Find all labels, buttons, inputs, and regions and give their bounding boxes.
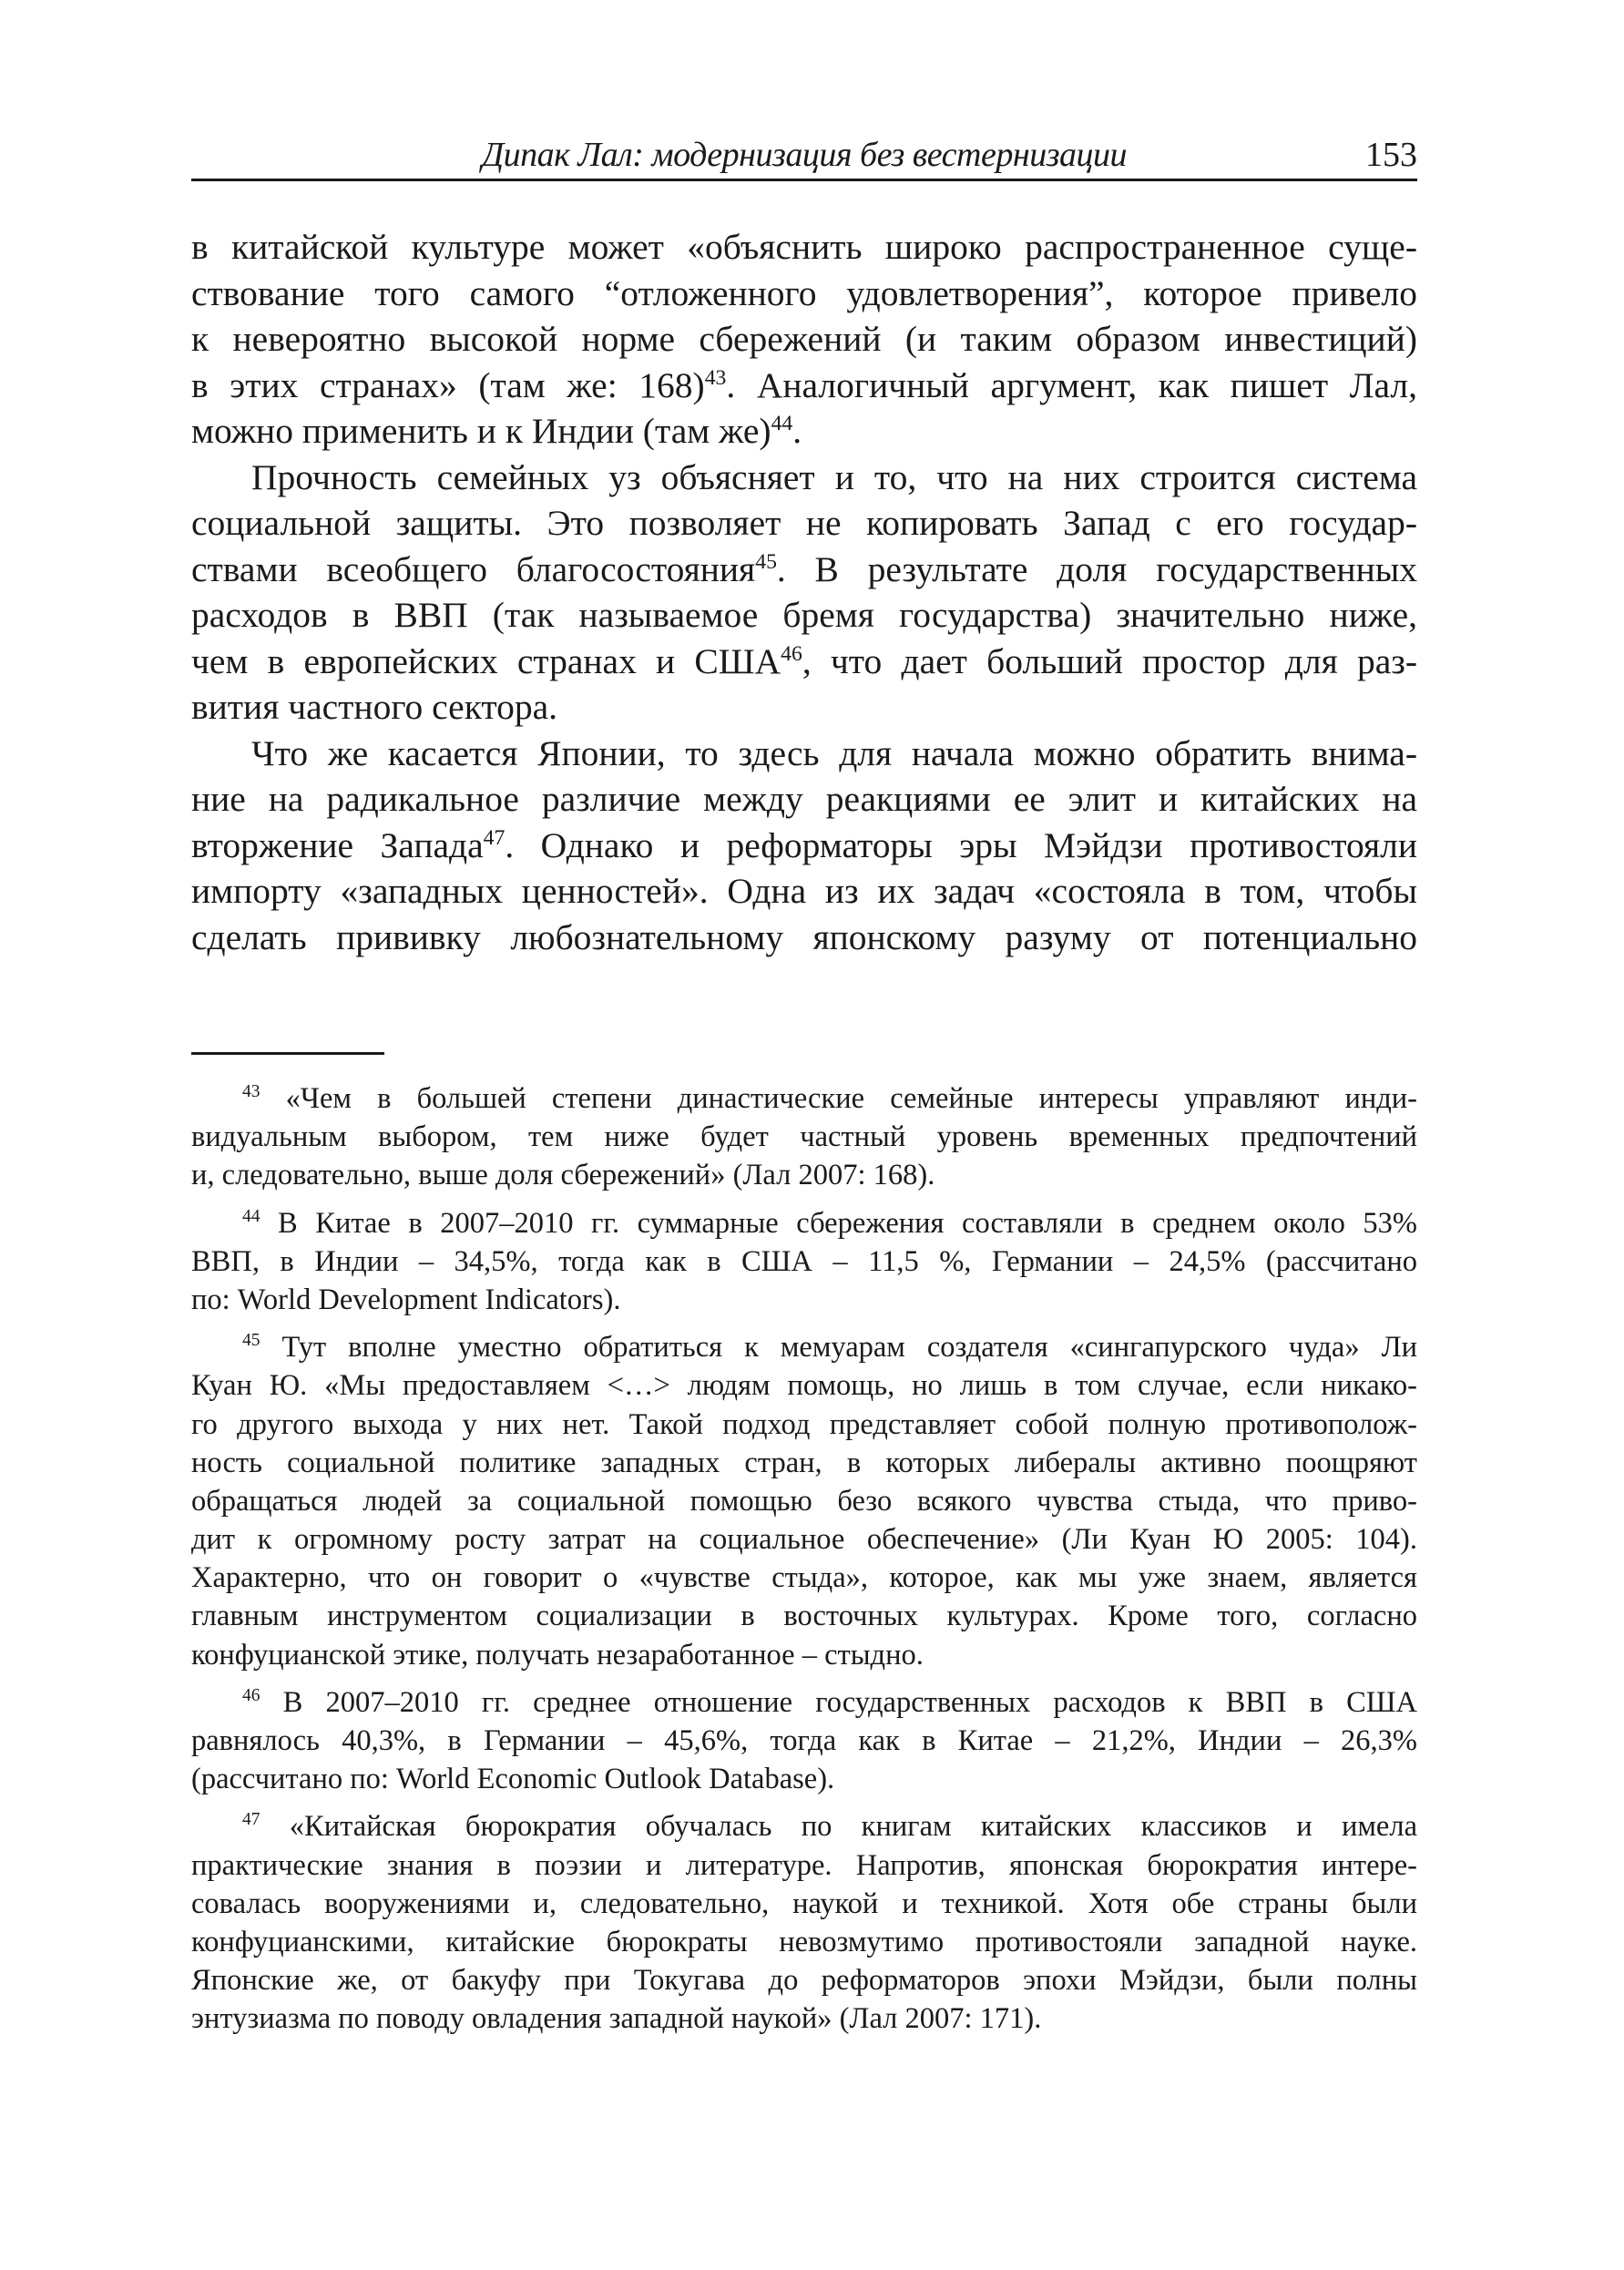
footnote-46 (191, 1683, 1417, 1799)
running-header (191, 135, 1417, 181)
footnote-line: ность социальной политике западных стран, в которых либералы активно поощряют (191, 1446, 1417, 1479)
footnote-ref[interactable]: 45 (755, 549, 777, 574)
footnote-44 (191, 1204, 1417, 1320)
text-line: ние на радикальное различие между реакциями ее элит и китайских на (191, 779, 1417, 819)
text-line: ствами всеобщего благосостояния$^{45}$. В результате доля государственных (191, 548, 1417, 589)
footnote-line: энтузиазма по поводу овладения западной наукой» (Лал 2007: 171). (191, 2002, 1042, 2036)
text-line: вития частного сектора. (191, 687, 558, 727)
footnote-line: по: World Development Indicators). (191, 1283, 621, 1316)
footnote-line: конфуцианскими, китайские бюрократы невозмутимо противостояли западной науке. (191, 1925, 1417, 1958)
footnote-number: 46 (242, 1685, 260, 1705)
footnote-divider (191, 1052, 384, 1055)
footnotes (191, 1079, 1417, 2039)
footnote-line: $^{44}$ В Китае в 2007–2010 гг. суммарные сбережения составляли в среднем около 53% (242, 1206, 1417, 1240)
footnote-line: Куан Ю. «Мы предоставляем <…> людям помощь, но лишь в том случае, если никако- (191, 1369, 1417, 1403)
running-title: Дипак Лал: модернизация без вестернизации (481, 136, 1128, 174)
footnote-line: совалась вооружениями и, следовательно, наукой и техникой. Хотя обе страны были (191, 1887, 1417, 1920)
footnote-number: 44 (242, 1206, 260, 1226)
text-line: Что же касается Японии, то здесь для начала можно обратить внима- (251, 732, 1417, 773)
footnote-ref[interactable]: 47 (483, 825, 506, 850)
footnote-line: конфуцианской этике, получать незаработанное – стыдно. (191, 1638, 924, 1672)
footnote-line: ВВП, в Индии – 34,5%, тогда как в США – 11,5 %, Германии – 24,5% (рассчитано (191, 1244, 1417, 1278)
text-line: к невероятно высокой норме сбережений (и таким образом инвестиций) (191, 319, 1417, 359)
text-line: социальной защиты. Это позволяет не копировать Запад с его государ- (191, 503, 1417, 543)
footnote-number: 45 (242, 1331, 260, 1351)
text-line: чем в европейских странах и США$^{46}$, что дает больший простор для раз- (191, 640, 1418, 681)
footnote-line: видуальным выбором, тем ниже будет частный уровень временных предпочтений (191, 1120, 1417, 1154)
text-line: вторжение Запада$^{47}$. Однако и реформаторы эры Мэйдзи противостояли (191, 824, 1417, 865)
footnote-line: $^{46}$ В 2007–2010 гг. среднее отношение государственных расходов к ВВП в США (242, 1685, 1418, 1719)
footnote-line: $^{45}$ Тут вполне уместно обратиться к мемуарам создателя «сингапурского чуда» Ли (242, 1331, 1417, 1365)
text-line: ствование того самого “отложенного удовлетворения”, которое привело (191, 272, 1417, 313)
paragraph (191, 731, 1417, 961)
footnote-ref[interactable]: 43 (704, 365, 727, 390)
paragraph (191, 455, 1417, 731)
footnote-43 (191, 1079, 1417, 1195)
text-line: Прочность семейных уз объясняет и то, что на них строится система (251, 456, 1417, 497)
footnote-line: $^{43}$ «Чем в большей степени династические семейные интересы управляют инди- (242, 1082, 1418, 1115)
footnote-line: главным инструментом социализации в восточных культурах. Кроме того, согласно (191, 1600, 1417, 1633)
footnote-line: го другого выхода у них нет. Такой подход представляет собой полную противополож- (191, 1407, 1417, 1441)
text-line: в китайской культуре может «объяснить широко распространенное суще- (191, 227, 1417, 267)
footnote-line: обращаться людей за социальной помощью безо всякого чувства стыда, что приво- (191, 1484, 1417, 1518)
footnote-ref[interactable]: 44 (771, 411, 793, 435)
text-line: импорту «западных ценностей». Одна из их задач «состояла в том, чтобы (191, 871, 1417, 911)
footnote-ref[interactable]: 46 (781, 641, 802, 666)
footnote-line: Японские же, от бакуфу при Токугава до реформаторов эпохи Мэйдзи, были полны (191, 1964, 1417, 1998)
footnote-line: дит к огромному росту затрат на социальное обеспечение» (Ли Куан Ю 2005: 104). (191, 1523, 1417, 1557)
text-line: можно применить и к Индии (там же)$^{44}$. (191, 411, 802, 451)
footnote-line: и, следовательно, выше доля сбережений» (Лал 2007: 168). (191, 1159, 935, 1192)
paragraph (191, 224, 1417, 455)
text-line: в этих странах» (там же: 168)$^{43}$. Аналогичный аргумент, как пишет Лал, (191, 364, 1417, 405)
footnote-line: (рассчитано по: World Economic Outlook Database). (191, 1763, 835, 1796)
text-line: сделать прививку любознательному японскому разуму от потенциально (191, 916, 1417, 957)
main-text (191, 224, 1417, 960)
footnote-number: 43 (242, 1082, 260, 1102)
footnote-47 (191, 1807, 1417, 2038)
text-line: расходов в ВВП (так называемое бремя государства) значительно ниже, (191, 595, 1417, 635)
footnote-line: Характерно, что он говорит о «чувстве стыда», которое, как мы уже знаем, является (191, 1561, 1417, 1595)
footnote-line: практические знания в поэзии и литературе. Напротив, японская бюрократия интере- (191, 1848, 1417, 1882)
footnote-45 (191, 1328, 1417, 1674)
page-number: 153 (1365, 136, 1417, 174)
footnote-line: равнялось 40,3%, в Германии – 45,6%, тогда как в Китае – 21,2%, Индии – 26,3% (191, 1724, 1417, 1757)
footnote-line: $^{47}$ «Китайская бюрократия обучалась по книгам китайских классиков и имела (242, 1810, 1418, 1844)
footnote-number: 47 (242, 1810, 260, 1830)
